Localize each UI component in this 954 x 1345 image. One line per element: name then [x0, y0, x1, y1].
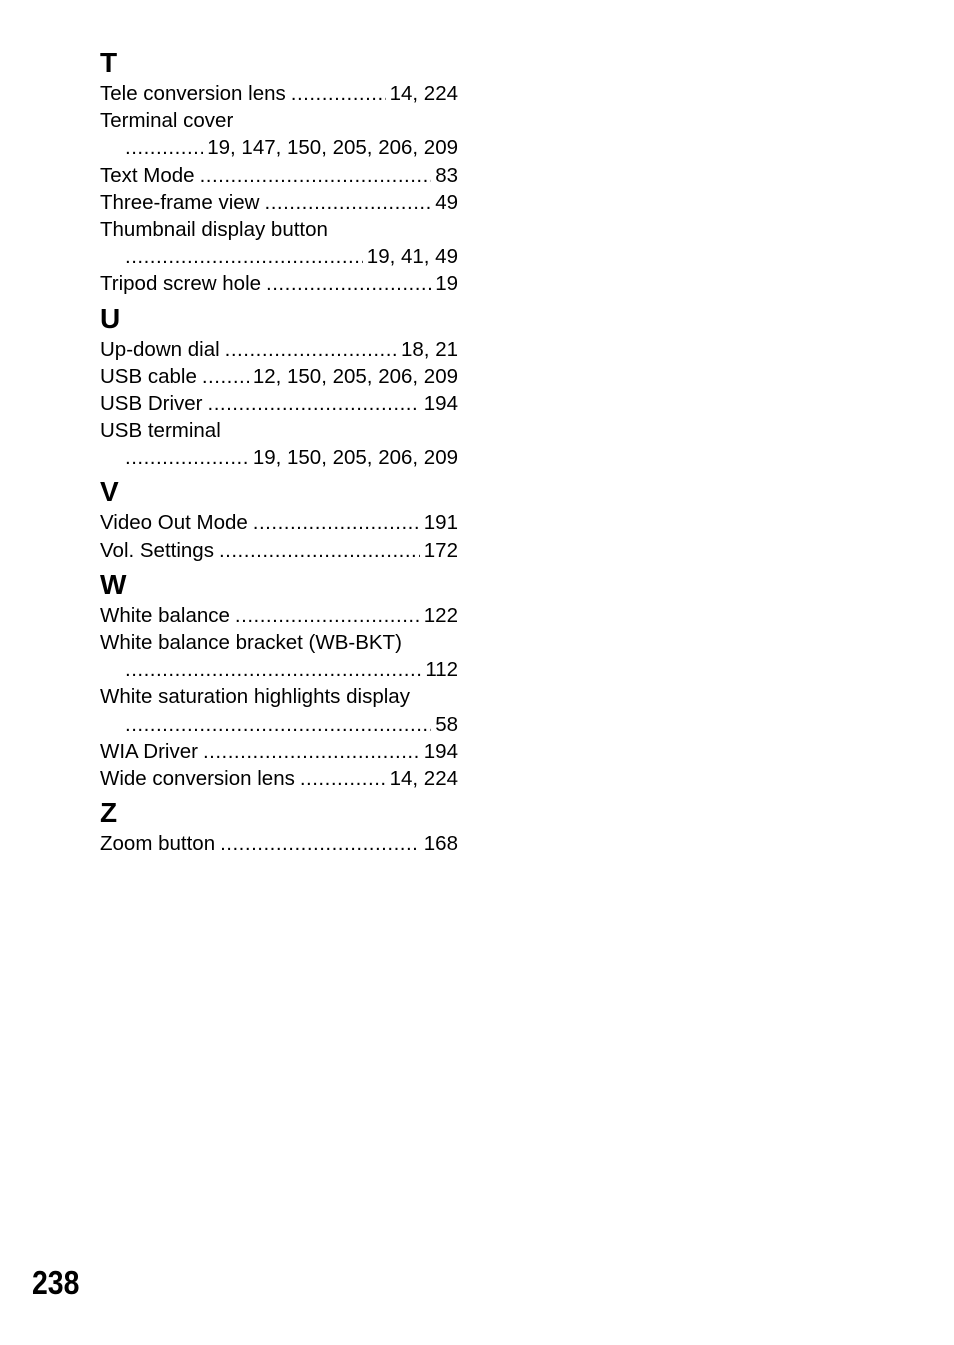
entry-pages: 19: [435, 272, 458, 296]
dot-leader: [200, 162, 432, 189]
index-entry-three-frame-view: [100, 189, 458, 216]
dot-leader: [125, 711, 431, 738]
index-section-u: [100, 302, 458, 472]
index-entry-usb-terminal: [100, 417, 458, 471]
entry-pages: 19, 41, 49: [366, 245, 458, 269]
dot-leader: [220, 830, 420, 857]
dot-leader: [125, 444, 249, 471]
entry-term: Zoom button: [100, 832, 216, 856]
entry-pages: 112: [425, 658, 458, 682]
entry-pages: 12, 150, 205, 206, 209: [252, 364, 458, 388]
index-section-t: [100, 46, 458, 298]
index-entry-white-saturation-highlights-display: [100, 683, 458, 737]
section-letter: U: [100, 302, 121, 334]
index-entry-video-out-mode: [100, 509, 458, 536]
dot-leader: [219, 537, 420, 564]
dot-leader: [125, 134, 203, 161]
entry-term: USB cable: [100, 364, 197, 388]
index-section-z: [100, 796, 458, 857]
entry-pages: 19, 150, 205, 206, 209: [252, 446, 458, 470]
entry-pages: 194: [423, 391, 458, 415]
index-entry-white-balance-bracket: [100, 629, 458, 683]
entry-term: Tele conversion lens: [100, 82, 286, 105]
dot-leader: [266, 270, 431, 297]
index-entry-tele-conversion-lens: [100, 80, 458, 107]
index-entry-usb-driver: [100, 390, 458, 417]
index-entry-wia-driver: [100, 738, 458, 765]
entry-pages: 83: [435, 163, 458, 187]
entry-term: Tripod screw hole: [100, 272, 262, 296]
dot-leader: [265, 189, 432, 216]
dot-leader: [203, 738, 420, 765]
index-entry-terminal-cover: [100, 107, 458, 161]
entry-term: Up-down dial: [100, 337, 220, 361]
index-entry-white-balance: [100, 602, 458, 629]
dot-leader: [202, 363, 249, 390]
index-entry-usb-cable: [100, 363, 458, 390]
entry-term: USB terminal: [100, 419, 221, 443]
entry-pages: 194: [423, 739, 458, 763]
dot-leader: [125, 656, 421, 683]
section-letter: T: [100, 47, 118, 78]
entry-term: Wide conversion lens: [100, 766, 295, 790]
dot-leader: [125, 243, 363, 270]
index-entry-vol-settings: [100, 537, 458, 564]
entry-pages: 58: [435, 712, 458, 736]
entry-term: White saturation highlights display: [100, 685, 410, 709]
index-entry-up-down-dial: [100, 336, 458, 363]
entry-pages: 172: [423, 538, 458, 562]
dot-leader: [235, 602, 420, 629]
entry-pages: 14, 224: [389, 766, 458, 790]
section-letter: Z: [100, 797, 118, 829]
entry-pages: 168: [423, 832, 458, 856]
index-column: [100, 46, 458, 857]
entry-term: USB Driver: [100, 391, 203, 415]
entry-term: Vol. Settings: [100, 538, 214, 562]
section-letter: W: [100, 568, 127, 600]
entry-term: Three-frame view: [100, 190, 260, 214]
dot-leader: [291, 80, 386, 107]
entry-pages: 191: [423, 511, 458, 535]
entry-term: White balance: [100, 603, 230, 627]
dot-leader: [225, 336, 397, 363]
page-number: 238: [32, 1264, 80, 1301]
entry-term: Video Out Mode: [100, 511, 248, 535]
index-entry-thumbnail-display-button: [100, 216, 458, 270]
entry-term: Thumbnail display button: [100, 217, 328, 241]
entry-pages: 18, 21: [401, 337, 458, 361]
entry-pages: 19, 147, 150, 205, 206, 209: [207, 136, 458, 160]
entry-term: WIA Driver: [100, 739, 198, 763]
index-entry-wide-conversion-lens: [100, 765, 458, 792]
entry-pages: 122: [423, 603, 458, 627]
entry-term: Terminal cover: [100, 109, 234, 133]
entry-pages: 14, 224: [389, 82, 458, 105]
dot-leader: [208, 390, 420, 417]
index-section-w: [100, 568, 458, 792]
index-entry-text-mode: [100, 162, 458, 189]
entry-pages: 49: [435, 190, 458, 214]
entry-term: Text Mode: [100, 163, 195, 187]
entry-term: White balance bracket (WB-BKT): [100, 631, 402, 654]
index-entry-zoom-button: [100, 830, 458, 857]
section-letter: V: [100, 476, 119, 508]
dot-leader: [253, 509, 420, 536]
index-section-v: [100, 475, 458, 563]
index-entry-tripod-screw-hole: [100, 270, 458, 297]
dot-leader: [300, 765, 386, 792]
